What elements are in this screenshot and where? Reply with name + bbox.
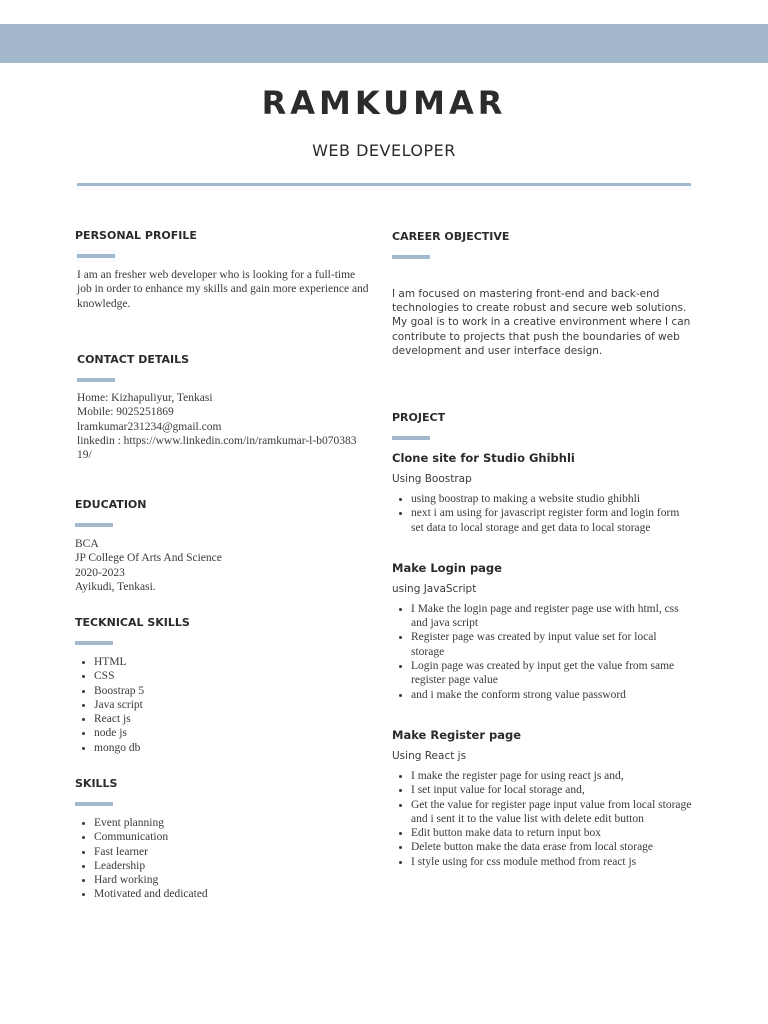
list-item: • Boostrap 5 [94, 684, 370, 698]
project-points [392, 602, 692, 702]
list-item: • and i make the conform strong value password [411, 688, 692, 702]
header-divider [77, 183, 691, 186]
education-location: Ayikudi, Tenkasi. [75, 580, 156, 593]
education-list [75, 537, 370, 594]
list-item: • Hard working [94, 873, 370, 887]
list-item: • Delete button make the data erase from local storage [411, 840, 692, 854]
education-years: 2020-2023 [75, 566, 125, 579]
list-item: • next i am using for javascript register form and login form set data to local storage and get data to local storage [411, 506, 692, 535]
section-accent-bar [75, 523, 113, 527]
list-item: • node js [94, 726, 370, 740]
personal-profile-section [75, 229, 370, 311]
list-item: • I Make the login page and register page use with html, css and java script [411, 602, 692, 631]
project-title: Make Register page [392, 727, 522, 742]
list-item: • Java script [94, 698, 370, 712]
list-item: • Leadership [94, 859, 370, 873]
list-item: • Get the value for register page input value from local storage and i sent it to the value list with delete edit button [411, 798, 692, 827]
section-accent-bar [75, 641, 113, 645]
header-color-band [0, 24, 768, 63]
section-accent-bar [75, 802, 113, 806]
technical-skills-list [75, 655, 370, 755]
list-item: • I style using for css module method from react js [411, 855, 692, 869]
section-heading: CAREER OBJECTIVE [392, 230, 510, 243]
list-item: • I set input value for local storage and, [411, 783, 692, 797]
list-item: • Fast learner [94, 845, 370, 859]
project-subtitle: Using React js [392, 749, 467, 762]
objective-text: I am focused on mastering front-end and back-end technologies to create robust and secure web solutions. My goal is to work in a creative environment where I can contribute to projects that push the boundaries of web development and user interface design. [392, 288, 691, 357]
project-title: Make Login page [392, 560, 502, 575]
project-item [392, 561, 692, 702]
list-item: • Edit button make data to return input box [411, 826, 692, 840]
contact-section [75, 353, 370, 462]
skills-list [75, 816, 370, 902]
project-item [392, 451, 692, 535]
education-degree: BCA [75, 538, 99, 550]
list-item: • Communication [94, 830, 370, 844]
contact-mobile: Mobile: 9025251869 [77, 406, 174, 419]
section-heading: SKILLS [75, 777, 118, 790]
project-item [392, 728, 692, 869]
education-college: JP College Of Arts And Science [75, 552, 222, 565]
project-title: Clone site for Studio Ghibhli [392, 451, 575, 465]
project-subtitle: Using Boostrap [392, 473, 472, 485]
project-points [392, 492, 692, 535]
job-title: WEB DEVELOPER [312, 141, 456, 160]
section-accent-bar [392, 255, 430, 259]
skills-section [75, 777, 370, 902]
profile-text: I am an fresher web developer who is looking for a full-time job in order to enhance my skills and gain more experience and knowledge. [77, 269, 369, 310]
project-points [392, 769, 692, 869]
section-heading: TECKNICAL SKILLS [75, 616, 190, 629]
technical-skills-section [75, 616, 370, 755]
list-item: • CSS [94, 669, 370, 683]
contact-linkedin[interactable]: linkedin : https://www.linkedin.com/in/ramkumar-l-b07038319/ [77, 434, 357, 462]
section-heading: PROJECT [392, 411, 446, 424]
list-item: • Motivated and dedicated [94, 887, 370, 901]
section-accent-bar [77, 254, 115, 258]
project-section [392, 411, 692, 869]
contact-home: Home: Kizhapuliyur, Tenkasi [77, 392, 213, 404]
career-objective-section [392, 230, 692, 358]
list-item: • mongo db [94, 741, 370, 755]
list-item: • Register page was created by input value set for local storage [411, 630, 692, 659]
contact-list [77, 391, 362, 462]
contact-email[interactable]: lramkumar231234@gmail.com [77, 420, 222, 433]
section-heading: PERSONAL PROFILE [75, 229, 197, 242]
candidate-name: RAMKUMAR [261, 84, 507, 122]
education-section [75, 498, 370, 594]
list-item: • HTML [94, 655, 370, 669]
list-item: • I make the register page for using react js and, [411, 769, 692, 783]
list-item: • React js [94, 712, 370, 726]
section-heading: CONTACT DETAILS [77, 353, 190, 366]
list-item: • using boostrap to making a website studio ghibhli [411, 492, 692, 506]
list-item: • Login page was created by input get the value from same register page value [411, 659, 692, 688]
list-item: • Event planning [94, 816, 370, 830]
section-accent-bar [77, 378, 115, 382]
section-accent-bar [392, 436, 430, 440]
section-heading: EDUCATION [75, 498, 147, 511]
project-subtitle: using JavaScript [392, 582, 477, 595]
